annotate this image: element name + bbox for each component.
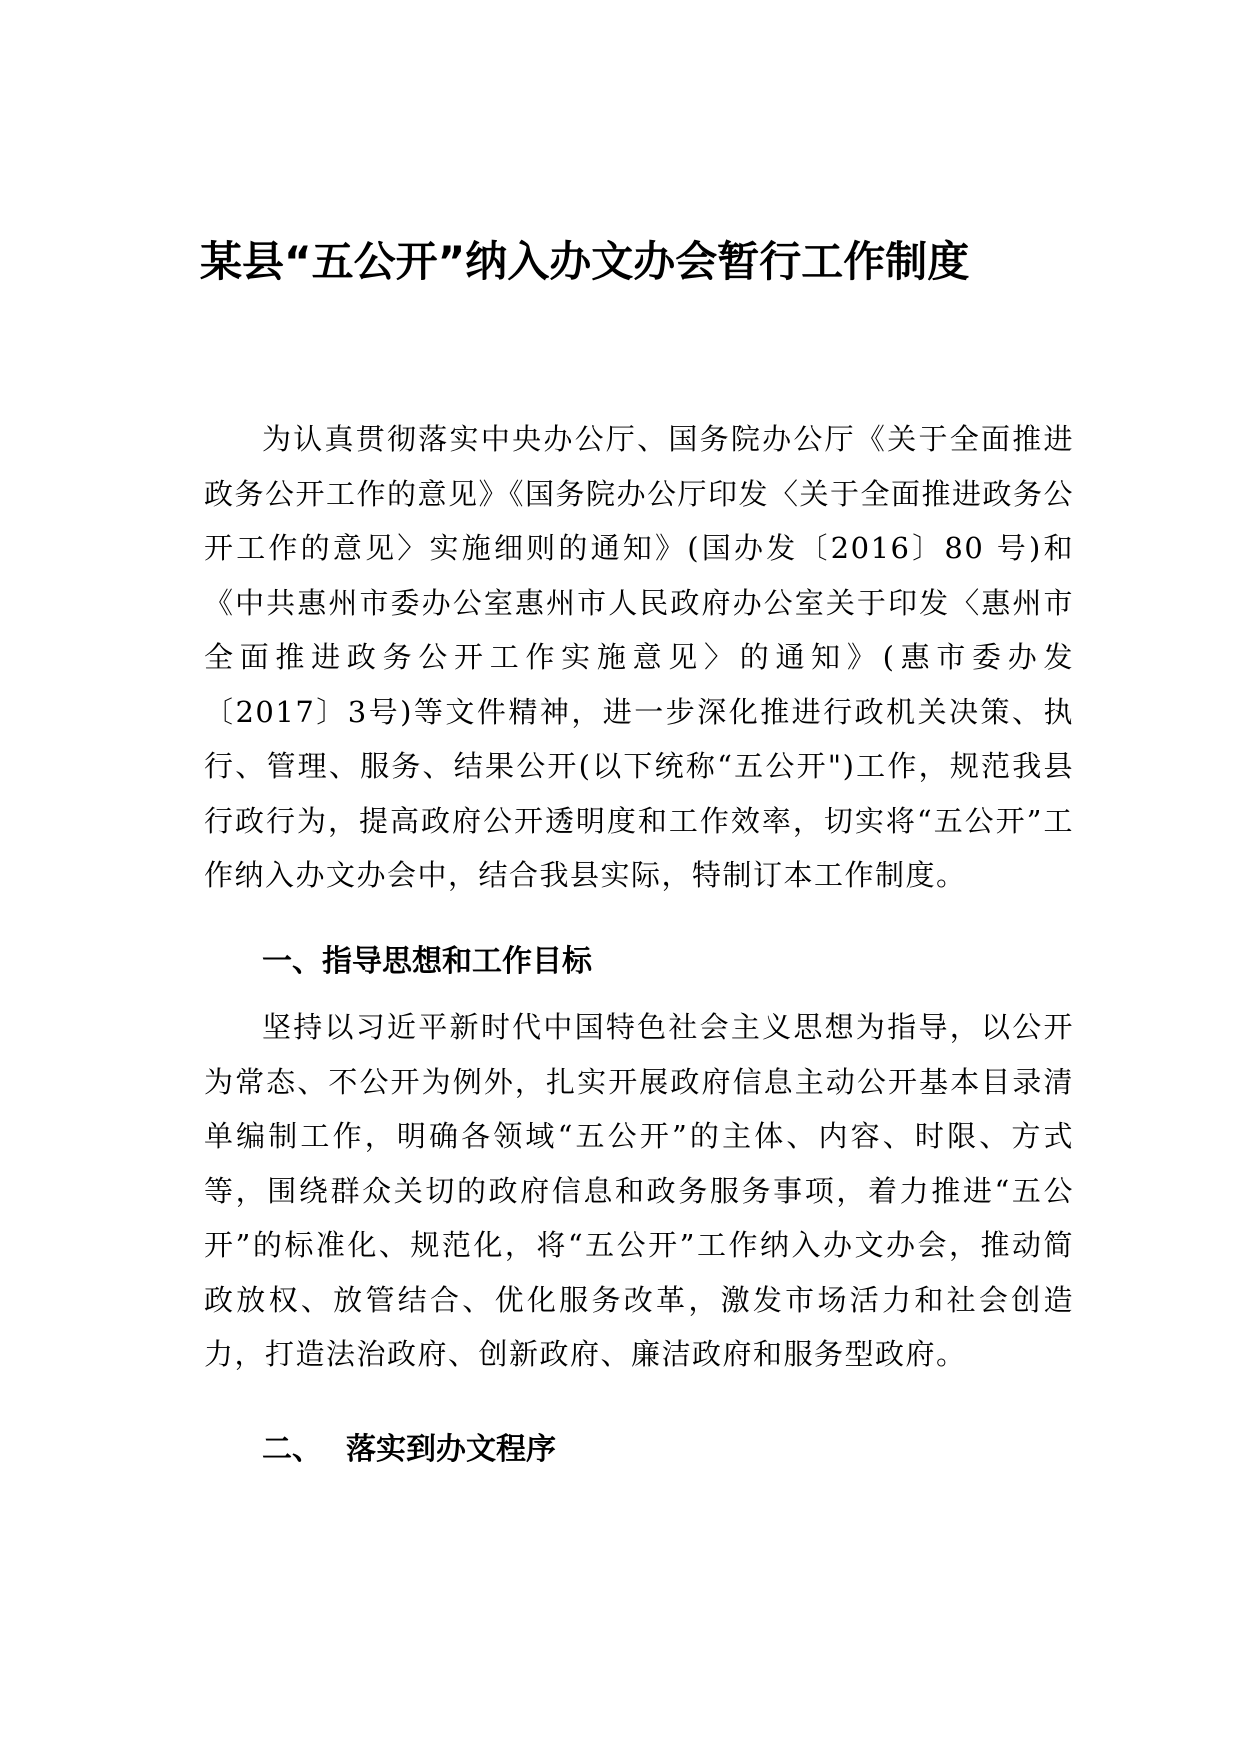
section-heading-2 (262, 1428, 556, 1472)
section-1-paragraph: 坚持以习近平新时代中国特色社会主义思想为指导，以公开为常态、不公开为例外，扎实开展政府信息主动公开基本目录清单编制工作，明确各领域“五公开”的主体、内容、时限、方式等，围绕群众关切的政府信息和政务服务事项，着力推进“五公开”的标准化、规范化，将“五公开”工作纳入办文办会，推动简政放权、放管结合、优化服务改革，激发市场活力和社会创造力，打造法治政府、创新政府、廉洁政府和服务型政府。 (204, 1010, 1074, 1371)
section-1-block (204, 1000, 1074, 1382)
intro-paragraph: 为认真贯彻落实中央办公厅、国务院办公厅《关于全面推进政务公开工作的意见》《国务院办公厅印发〈关于全面推进政务公开工作的意见〉实施细则的通知》(国办发〔2016〕80 号)和《中共惠州市委办公室惠州市人民政府办公室关于印发〈惠州市全面推进政务公开工作实施意见〉的通知》(惠市委办发〔2017〕3号)等文件精神，进一步深化推进行政机关决策、执行、管理、服务、结果公开(以下统称“五公开")工作，规范我县行政行为，提高政府公开透明度和工作效率，切实将“五公开”工作纳入办文办会中，结合我县实际，特制订本工作制度。 (204, 422, 1075, 892)
section-heading-2-text: 落实到办文程序 (346, 1432, 556, 1467)
section-heading-1: 一、指导思想和工作目标 (262, 944, 592, 979)
section-heading-2-number: 二、 (262, 1432, 322, 1467)
document-title: 某县“五公开”纳入办文办会暂行工作制度 (200, 237, 970, 286)
intro-block (204, 412, 1074, 903)
